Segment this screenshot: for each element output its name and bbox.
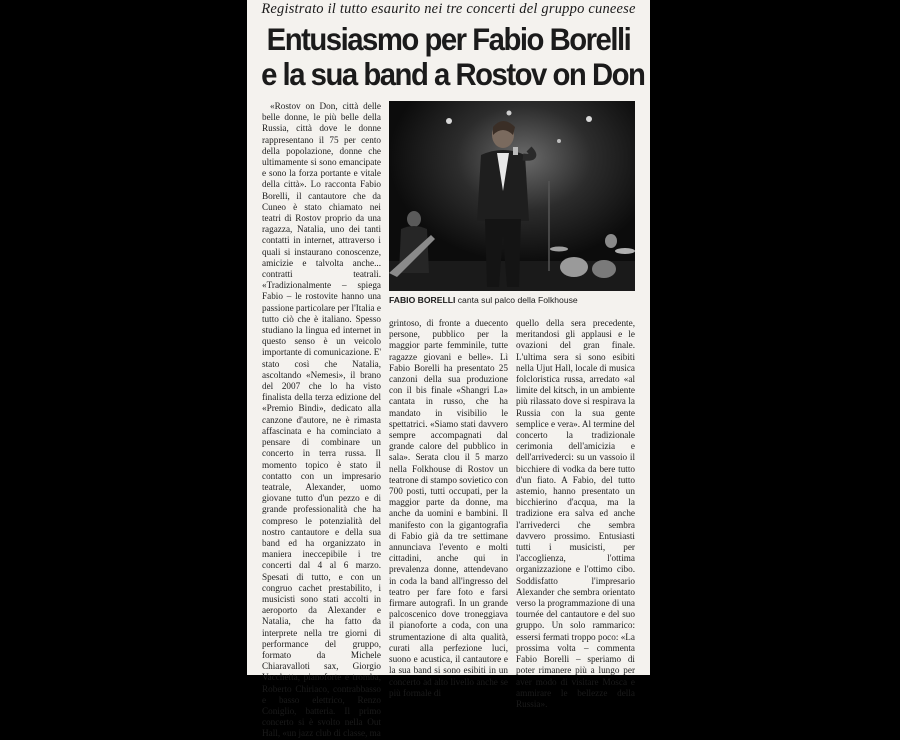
article-column-3 [516, 318, 635, 709]
article-column-1 [262, 101, 382, 739]
column-1-text: «Rostov on Don, città delle belle donne, le più belle della Russia, città dove le donne rappresentano il 75 per cento della popolazione, donne che ultimamente si sono emancipate e sono la forza portante e vitale della città». Lo racconta Fabio Borelli, il cantautore che da Cuneo è stato chiamato nei teatri di Rostov proprio da una ragazza, Natalia, uno dei tanti contatti in internet, attraverso i quali si instaurano conoscenze, amicizie e talvolta anche... contratti teatrali. «Tradizionalmente – spiega Fabio – le rostovite hanno una passione particolare per l'Italia e tutto ciò che è italiano. Spesso studiano la lingua ed internet in questo senso è un veicolo importante di comunicazione. E' stato così che Natalia, ascoltando «Nemesi», il brano del 2007 che lo ha visto finalista della terza edizione del «Premio Bindi», dedicato alla canzone d'autore, ne è rimasta affascinata e ha cominciato a pensare di combinare un concerto in terra russa. Il momento topico è stato il contatto con un impresario teatrale, Alexander, uomo giovane tutto d'un pezzo e di grande professionalità che ha compreso le potenzialità del nostro cantautore e della sua band ed ha organizzato in maniera ineccepibile i tre concerti dal 4 al 6 marzo. Spesati di tutto, e con un congruo cachet prestabilito, i musicisti sono stati accolti in aeroporto da Alexander e Natalia, che ha fatto da interprete nella tre giorni di performance del gruppo, formato da Michele Chiaravalloti sax, Giorgio Vacchetta, pianoforte e tromba, Roberto Chiriaco, contrabbasso e basso elettrico, Renzo Coniglio, batteria. Il primo concerto si è svolto nella Out Hall, «un jazz club di classe, ma [262, 101, 382, 739]
article-headline [261, 21, 645, 92]
article-column-2 [389, 318, 508, 698]
newspaper-page [247, 0, 650, 739]
article-kicker: Registrato il tutto esaurito nei tre concerti del gruppo cuneese [261, 1, 636, 17]
caption-name: FABIO BORELLI [389, 295, 456, 305]
concert-photo [389, 101, 635, 291]
photo-caption [389, 295, 649, 305]
headline-line-2: e la sua band a Rostov on Don [261, 56, 645, 92]
headline-line-1: Entusiasmo per Fabio Borelli [266, 21, 631, 57]
column-3-text: quello della sera precedente, meritandosi gli applausi e le ovazioni del gran finale. L'ultima sera si sono esibiti nella Ujut Hall, locale di musica folcloristica russa, arredato «al limite del kitsch, in un ambiente più rilassato dove si respirava la Russia con la sua gente semplice e vera». Al termine del concerto la tradizionale cerimonia dell'amicizia e dell'arrivederci: su un vassoio il bicchiere di vodka da bere tutto d'un fiato. A Fabio, del tutto astemio, hanno presentato un bicchierino d'acqua, ma la tradizione era salva ed anche l'arrivederci che sembra davvero prossimo. Entusiasti tutti i musicisti, per l'accoglienza, l'ottima organizzazione e l'ottimo cibo. Soddisfatto l'impresario Alexander che sembra orientato verso la programmazione di una tournée del cantautore e del suo gruppo. Un solo rammarico: essersi fermati troppo poco: «La prossima volta – commenta Fabio Borelli – speriamo di poter rimanere più a lungo per aver modo di visitare Mosca e ammirare le bellezze della Russia». [516, 318, 635, 709]
column-2-text: grintoso, di fronte a duecento persone, pubblico per la maggior parte femminile, tutte ragazze giovani e belle». Lì Fabio Borelli ha presentato 25 canzoni della sua produzione con il bis finale «Shangri La» cantata in russo, che ha mandato in visibilio le spettatrici. «Siamo stati davvero sempre accompagnati dal grande calore del pubblico in sala». Serata clou il 5 marzo nella Folkhouse di Rostov un teatrone di stampo sovietico con 700 posti, tutti occupati, per la maggior parte da donne, ma anche da uomini e bambini. Il manifesto con la gigantografia di Fabio già da tre settimane annunciava l'evento e molti cittadini, anche qui in prevalenza donne, attendevano in coda la band all'ingresso del teatro per fare foto e farsi firmare autografi. In un grande palcoscenico dove troneggiava il pianoforte a coda, con una strumentazione di alta qualità, curati alla perfezione luci, suono e acustica, il cantautore e la sua band si sono esibiti in un concerto ad alto livello anche se più formale di [389, 318, 508, 698]
caption-text: canta sul palco della Folkhouse [455, 295, 578, 305]
concert-stage-image [389, 101, 635, 291]
